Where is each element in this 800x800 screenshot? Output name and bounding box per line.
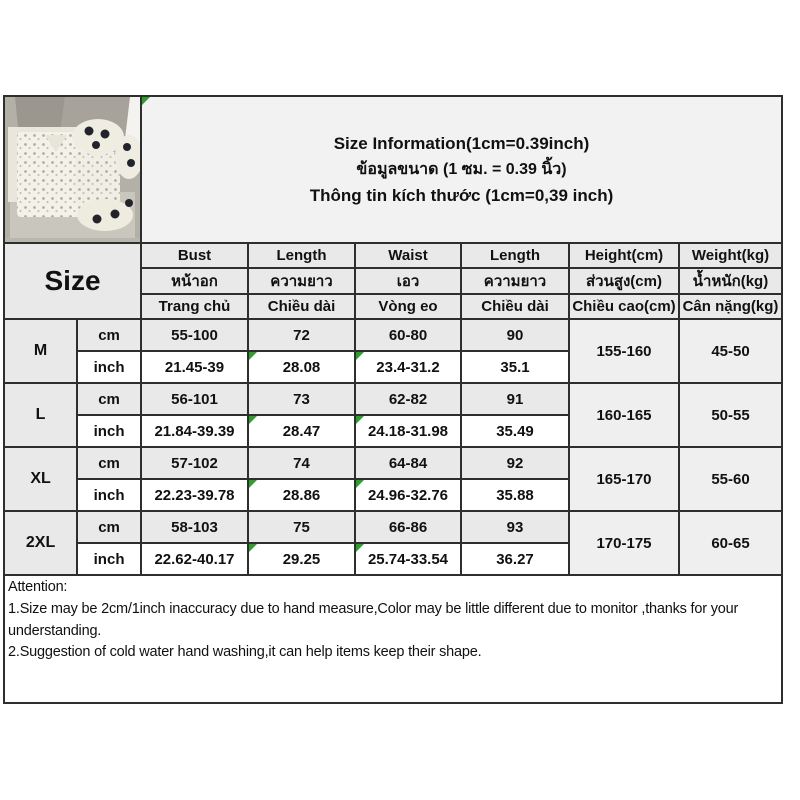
- size-chart-sheet: [3, 95, 783, 704]
- l-length-cm: 73: [248, 383, 355, 415]
- xl-weight: 55-60: [679, 447, 782, 511]
- 2xl-length2-cm: 93: [461, 511, 569, 543]
- col-header-weight-en: Weight(kg): [679, 243, 782, 268]
- 2xl-waist-inch: 25.74-33.54: [355, 543, 461, 575]
- product-photo: [4, 96, 141, 243]
- unit-label-inch: inch: [77, 351, 141, 383]
- xl-bust-inch: 22.23-39.78: [141, 479, 248, 511]
- l-length2-inch: 35.49: [461, 415, 569, 447]
- xl-length2-cm: 92: [461, 447, 569, 479]
- l-length2-cm: 91: [461, 383, 569, 415]
- 2xl-waist-cm: 66-86: [355, 511, 461, 543]
- col-header-length-en: Length: [248, 243, 355, 268]
- size-label-xl: XL: [4, 447, 77, 511]
- l-length-inch: 28.47: [248, 415, 355, 447]
- unit-label-cm: cm: [77, 447, 141, 479]
- row-l-cm: [4, 383, 782, 415]
- title-band: [4, 96, 782, 243]
- col-header-height-en: Height(cm): [569, 243, 679, 268]
- unit-label-cm: cm: [77, 511, 141, 543]
- size-information-table: [3, 95, 783, 704]
- 2xl-length-cm: 75: [248, 511, 355, 543]
- row-2xl-cm: [4, 511, 782, 543]
- xl-waist-inch: 24.96-32.76: [355, 479, 461, 511]
- unit-label-cm: cm: [77, 319, 141, 351]
- size-label-2xl: 2XL: [4, 511, 77, 575]
- l-weight: 50-55: [679, 383, 782, 447]
- unit-label-inch: inch: [77, 415, 141, 447]
- unit-label-cm: cm: [77, 383, 141, 415]
- xl-length-inch: 28.86: [248, 479, 355, 511]
- title-thai: ข้อมูลขนาด (1 ซม. = 0.39 นิ้ว): [356, 160, 567, 178]
- m-bust-cm: 55-100: [141, 319, 248, 351]
- xl-length-cm: 74: [248, 447, 355, 479]
- col-header-length2-en: Length: [461, 243, 569, 268]
- xl-height: 165-170: [569, 447, 679, 511]
- l-waist-cm: 62-82: [355, 383, 461, 415]
- col-header-waist-th: เอว: [355, 268, 461, 294]
- size-information-title: [141, 96, 782, 243]
- col-header-length2-th: ความยาว: [461, 268, 569, 294]
- xl-length2-inch: 35.88: [461, 479, 569, 511]
- l-waist-inch: 24.18-31.98: [355, 415, 461, 447]
- m-bust-inch: 21.45-39: [141, 351, 248, 383]
- 2xl-bust-cm: 58-103: [141, 511, 248, 543]
- l-bust-cm: 56-101: [141, 383, 248, 415]
- col-header-weight-th: น้ำหนัก(kg): [679, 268, 782, 294]
- attention-band: [4, 575, 782, 703]
- col-header-bust-th: หน้าอก: [141, 268, 248, 294]
- xl-waist-cm: 64-84: [355, 447, 461, 479]
- 2xl-length-inch: 29.25: [248, 543, 355, 575]
- title-vietnamese: Thông tin kích thước (1cm=0,39 inch): [309, 186, 614, 206]
- col-header-bust-vi: Trang chủ: [141, 294, 248, 319]
- l-height: 160-165: [569, 383, 679, 447]
- m-length-inch: 28.08: [248, 351, 355, 383]
- 2xl-length2-inch: 36.27: [461, 543, 569, 575]
- xl-bust-cm: 57-102: [141, 447, 248, 479]
- unit-label-inch: inch: [77, 543, 141, 575]
- attention-note-1: 1.Size may be 2cm/1inch inaccuracy due to hand measure,Color may be little different due to monitor ,thanks for your understanding.: [8, 600, 739, 639]
- col-header-weight-vi: Cân nặng(kg): [679, 294, 782, 319]
- col-header-length-vi: Chiều dài: [248, 294, 355, 319]
- m-weight: 45-50: [679, 319, 782, 383]
- col-header-length-th: ความยาว: [248, 268, 355, 294]
- size-header-cell: Size: [4, 243, 141, 319]
- col-header-waist-vi: Vòng eo: [355, 294, 461, 319]
- col-header-height-th: ส่วนสูง(cm): [569, 268, 679, 294]
- m-length-cm: 72: [248, 319, 355, 351]
- 2xl-bust-inch: 22.62-40.17: [141, 543, 248, 575]
- col-header-length2-vi: Chiều dài: [461, 294, 569, 319]
- m-length2-cm: 90: [461, 319, 569, 351]
- title-english: Size Information(1cm=0.39inch): [333, 133, 590, 153]
- row-xl-cm: [4, 447, 782, 479]
- unit-label-inch: inch: [77, 479, 141, 511]
- header-row-english: [4, 243, 782, 268]
- m-length2-inch: 35.1: [461, 351, 569, 383]
- col-header-bust-en: Bust: [141, 243, 248, 268]
- m-height: 155-160: [569, 319, 679, 383]
- attention-notes: [4, 575, 782, 703]
- attention-title: Attention:: [8, 579, 68, 595]
- l-bust-inch: 21.84-39.39: [141, 415, 248, 447]
- col-header-height-vi: Chiều cao(cm): [569, 294, 679, 319]
- 2xl-weight: 60-65: [679, 511, 782, 575]
- m-waist-inch: 23.4-31.2: [355, 351, 461, 383]
- size-label-l: L: [4, 383, 77, 447]
- size-label-m: M: [4, 319, 77, 383]
- pajama-photo-illustration: [5, 97, 140, 238]
- row-m-cm: [4, 319, 782, 351]
- attention-note-2: 2.Suggestion of cold water hand washing,it can help items keep their shape.: [8, 644, 482, 661]
- col-header-waist-en: Waist: [355, 243, 461, 268]
- m-waist-cm: 60-80: [355, 319, 461, 351]
- 2xl-height: 170-175: [569, 511, 679, 575]
